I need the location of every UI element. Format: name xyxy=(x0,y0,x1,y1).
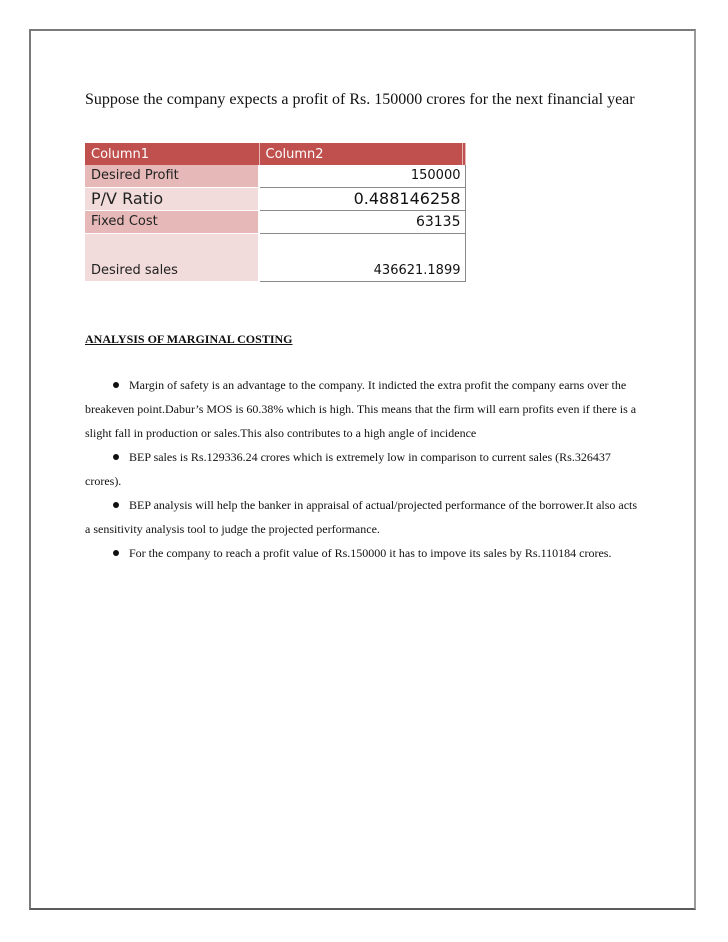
bullet-text-first: Margin of safety is an advantage to the company. It indicted the extra profit the company earns xyxy=(129,378,585,392)
bullet-text-first: For the company to reach a profit value of Rs.150000 it has to impove its sales by Rs.110184 xyxy=(129,546,577,560)
row-value-desired-sales: 436621.1899 xyxy=(259,233,465,281)
bullet-text-rest: (Rs.326437 crores). xyxy=(85,450,611,488)
row-label-fixed-cost: Fixed Cost xyxy=(85,210,259,233)
table-row xyxy=(85,210,465,233)
section-heading: ANALYSIS OF MARGINAL COSTING xyxy=(85,332,293,346)
bullet-item-profit-target xyxy=(85,541,645,565)
header-edge xyxy=(462,143,465,165)
column2-header: Column2 xyxy=(259,143,462,165)
bullet-icon xyxy=(113,502,119,508)
bullet-text-rest: crores. xyxy=(579,546,612,560)
table-row xyxy=(85,187,465,210)
table-row xyxy=(85,233,465,281)
bullet-text-first: BEP analysis will help the banker in appraisal of actual/projected performance of the borrower.It xyxy=(129,498,594,512)
bullet-text-rest: also acts a sensitivity analysis tool to judge the projected performance. xyxy=(85,498,638,536)
row-label-pv-ratio: P/V Ratio xyxy=(85,187,259,210)
analysis-bullet-list xyxy=(85,373,645,565)
row-label-desired-sales: Desired sales xyxy=(85,233,259,281)
desired-sales-table xyxy=(85,143,466,282)
intro-paragraph: Suppose the company expects a profit of Rs. 150000 crores for the next financial year xyxy=(85,91,635,108)
row-label-desired-profit: Desired Profit xyxy=(85,165,259,187)
column1-header: Column1 xyxy=(85,143,259,165)
row-value-desired-profit: 150000 xyxy=(259,165,465,187)
table-header-row xyxy=(85,143,465,165)
bullet-item-bep-sales xyxy=(85,445,645,493)
bullet-text-first: BEP sales is Rs.129336.24 crores which is extremely low in comparison to current sales xyxy=(129,450,553,464)
bullet-icon xyxy=(113,550,119,556)
bullet-icon xyxy=(113,382,119,388)
bullet-icon xyxy=(113,454,119,460)
bullet-text-rest: over the breakeven point.Dabur’s MOS is 60.38% which is high. This means that the firm will earn profits even if there is a slight fall in production or sales.This also contributes to a high angle of incidence xyxy=(85,378,637,440)
row-value-fixed-cost: 63135 xyxy=(259,210,465,233)
table-row xyxy=(85,165,465,187)
bullet-item-margin-of-safety xyxy=(85,373,645,445)
bullet-item-bep-analysis xyxy=(85,493,645,541)
row-value-pv-ratio: 0.488146258 xyxy=(259,187,465,210)
